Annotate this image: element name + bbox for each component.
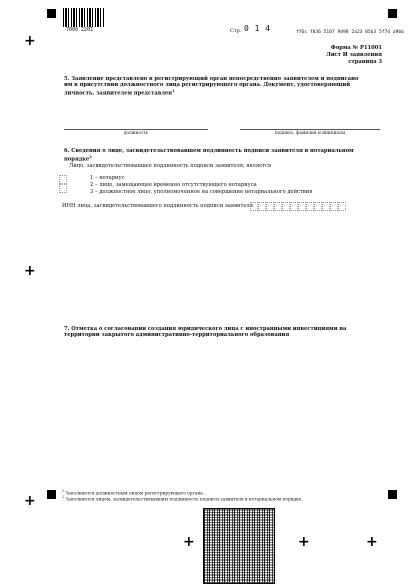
registration-plus-bottom-center: + <box>183 534 195 550</box>
footnote-1: $^1$ Заполняется должностным лицом регистрирующего органа. <box>62 489 205 497</box>
inn-input[interactable] <box>250 202 347 211</box>
sheet-label: Лист И заявления <box>326 52 382 58</box>
inn-cell[interactable] <box>282 202 290 211</box>
section5-footnote-ref: 1 <box>172 89 175 94</box>
registration-square-top-right <box>388 9 397 18</box>
inn-cell[interactable] <box>306 202 314 211</box>
registration-plus-mid-left: + <box>24 263 36 279</box>
inn-cell[interactable] <box>314 202 322 211</box>
inn-cell[interactable] <box>298 202 306 211</box>
linear-barcode <box>63 8 105 27</box>
registration-square-top-left <box>47 9 56 18</box>
section6-intro: Лицо, засвидетельствовавшее подлинность подписи заявителя, является <box>69 163 272 169</box>
registration-square-bottom-left <box>47 490 56 499</box>
page-number: 0 1 4 <box>244 24 271 33</box>
section7-text: 7. Отметка о согласовании создания юридического лица с иностранными инвестициями на территории закрытого административно-территориального образования <box>64 326 347 339</box>
signature-line <box>240 129 380 130</box>
page-caption: страница 3 <box>348 59 382 65</box>
notary-option-1: 1 – нотариус <box>90 175 125 181</box>
registration-plus-bottom-left: + <box>24 493 36 509</box>
page-label: Стр. <box>230 28 242 34</box>
section6-footnote-ref: 2 <box>89 155 92 160</box>
inn-cell[interactable] <box>274 202 282 211</box>
inn-cell[interactable] <box>338 202 346 211</box>
inn-cell[interactable] <box>330 202 338 211</box>
registration-plus-bottom-far-right: + <box>366 534 378 550</box>
form-name: Форма № Р11001 <box>330 45 382 51</box>
signature-caption: подпись, фамилия и инициалы <box>274 131 346 136</box>
inn-cell[interactable] <box>266 202 274 211</box>
notary-type-input-lower[interactable] <box>59 184 67 193</box>
inn-cell[interactable] <box>258 202 266 211</box>
hash-code: ff6c f836 5107 9498 2a23 85b3 5f7d a9bb <box>296 30 404 35</box>
section6-title: 6. Сведения о лице, засвидетельствовавшем подлинность подписи заявителя в нотариальном порядке$^2$ <box>64 148 354 163</box>
registration-square-bottom-right <box>388 490 397 499</box>
section5-text: 5. Заявление представлено в регистрирующий орган непосредственно заявителем и подписано им в присутствии должностного лица регистрирующего органа. Документ, удостоверяющий личность, заявителем представлен$^1$ <box>64 76 359 98</box>
notary-option-3: 3 – должностное лицо, уполномоченное на совершение нотариального действия <box>90 189 313 195</box>
position-line <box>64 129 208 130</box>
inn-label: ИНН лица, засвидетельствовавшего подлинность подписи заявителя <box>62 203 253 209</box>
barcode-number: 7000 2201 <box>66 27 94 33</box>
registration-plus-top-left: + <box>24 33 36 49</box>
notary-type-input[interactable] <box>59 175 67 184</box>
inn-cell[interactable] <box>290 202 298 211</box>
inn-cell[interactable] <box>322 202 330 211</box>
footnote-2: $^2$ Заполняется лицом, засвидетельствовавшим подлинность подписи заявителя в нотариальном порядке. <box>62 495 303 503</box>
position-caption: должность <box>123 131 149 136</box>
registration-plus-bottom-right: + <box>298 534 310 550</box>
pdf417-barcode <box>203 508 275 584</box>
notary-option-2: 2 – лицо, замещающее временно отсутствующего нотариуса <box>90 182 257 188</box>
inn-cell[interactable] <box>250 202 258 211</box>
